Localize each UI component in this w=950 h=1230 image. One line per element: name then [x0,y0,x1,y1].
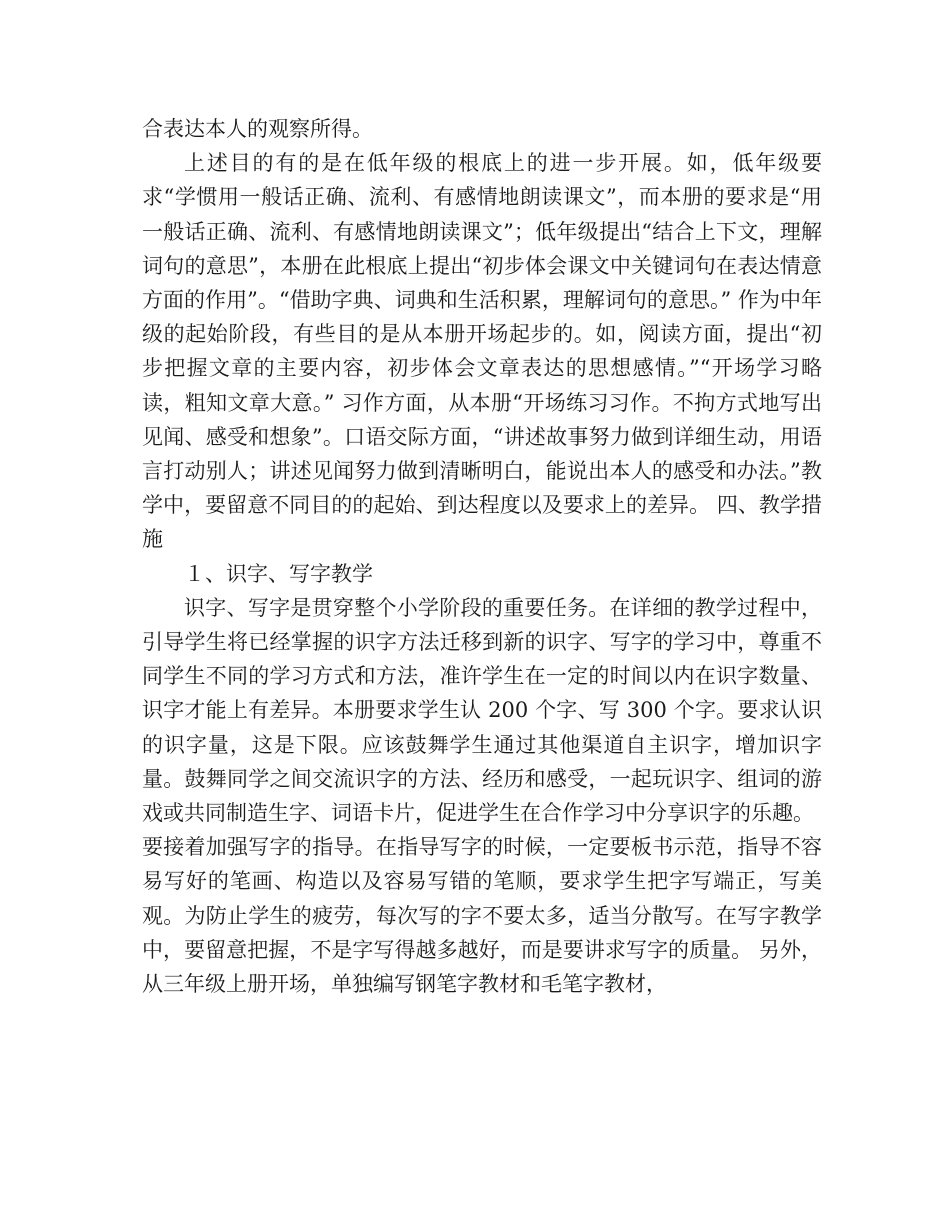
paragraph-continuation: 合表达本人的观察所得。 [142,117,373,141]
section-heading-literacy: １、识字、写字教学 [184,561,373,586]
paragraph-goals: 上述目的有的是在低年级的根底上的进一步开展。如，低年级要求“学惯用一般话正确、流利、有感情地朗读课文”，而本册的要求是“用一般话正确、流利、有感情地朗读课文”；低年级提出“结合上下文，理解词句的意思”，本册在此根底上提出“初步体会课文中关键词句在表达情意方面的作用”。“借助字典、词典和生活积累，理解词句的意思。” 作为中年级的起始阶段，有些目的是从本册开场起步的。如，阅读方面，提出“初步把握文章的主要内容，初步体会文章表达的思想感情。”“开场学习略读，粗知文章大意。” 习作方面，从本册“开场练习习作。不拘方式地写出见闻、感受和想象”。口语交际方面，“讲述故事努力做到详细生动，用语言打动别人；讲述见闻努力做到清晰明白，能说出本人的感受和办法。”教学中，要留意不同目的的起始、到达程度以及要求上的差异。 四、教学措施 [142,151,822,552]
paragraph-literacy: 识字、写字是贯穿整个小学阶段的重要任务。在详细的教学过程中，引导学生将已经掌握的识字方法迁移到新的识字、写字的学习中，尊重不同学生不同的学习方式和方法，准许学生在一定的时间以内在识字数量、识字才能上有差异。本册要求学生认 200 个字、写 300 个字。要求认识的识字量，这是下限。应该鼓舞学生通过其他渠道自主识字，增加识字量。鼓舞同学之间交流识字的方法、经历和感受，一起玩识字、组词的游戏或共同制造生字、词语卡片，促进学生在合作学习中分享识字的乐趣。 [142,595,822,826]
paragraph-writing-guidance: 要接着加强写字的指导。在指导写字的时候，一定要板书示范，指导不容易写好的笔画、构造以及容易写错的笔顺，要求学生把字写端正，写美观。为防止学生的疲劳，每次写的字不要太多，适当分散写。在写字教学中，要留意把握，不是字写得越多越好，而是要讲求写字的质量。 另外，从三年级上册开场，单独编写钢笔字教材和毛笔字教材， [142,835,822,997]
document-body [142,112,822,1001]
